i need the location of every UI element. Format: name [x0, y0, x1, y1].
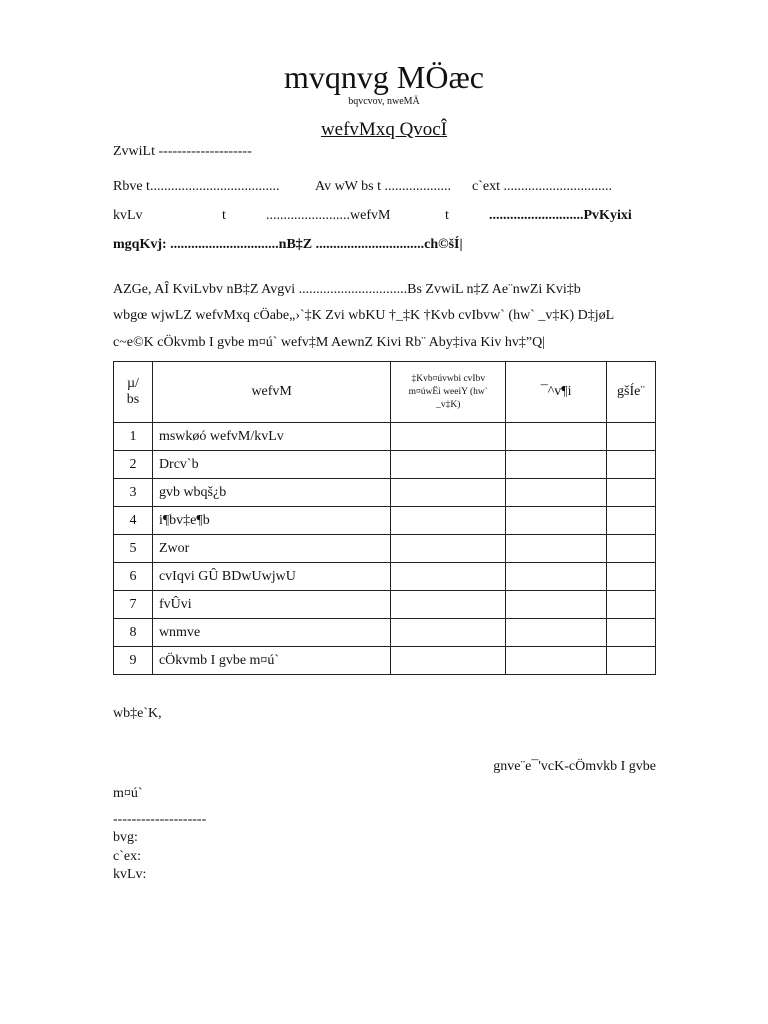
- row-department: wnmve: [152, 619, 390, 647]
- body-line-3-period: mgqKvj: ...............................nB‡Z ...............................ch©šÍ|: [113, 237, 463, 252]
- row-remarks-cell[interactable]: [607, 591, 656, 619]
- body-line-2-department: ........................wefvM: [266, 208, 391, 223]
- row-signature-cell[interactable]: [506, 619, 607, 647]
- body-line-1-name: Rbve t.....................................: [113, 179, 280, 194]
- row-remarks-cell[interactable]: [607, 507, 656, 535]
- col-header-remarks: gšÍe¨: [607, 362, 656, 423]
- col-header-dues-details: ‡Kvb¤úvwbi cvIbv m¤úwËi weeiY (hw` _v‡K): [391, 362, 506, 423]
- table-header-row: [114, 362, 656, 423]
- body-line-2-branch: kvLv: [113, 208, 143, 223]
- row-dues-cell[interactable]: [391, 423, 506, 451]
- closing-note: wb‡e`K,: [113, 706, 162, 721]
- row-signature-cell[interactable]: [506, 591, 607, 619]
- row-remarks-cell[interactable]: [607, 647, 656, 675]
- table-row: [114, 479, 656, 507]
- memo-line: ZvwiLt --------------------: [113, 144, 252, 159]
- col-header-department: wefvM: [152, 362, 390, 423]
- row-signature-cell[interactable]: [506, 535, 607, 563]
- row-dues-cell[interactable]: [391, 535, 506, 563]
- row-dues-cell[interactable]: [391, 563, 506, 591]
- row-dues-cell[interactable]: [391, 647, 506, 675]
- body-line-2-sep-1: t: [222, 208, 226, 223]
- branch-label: kvLv:: [113, 867, 147, 882]
- row-serial: 1: [114, 423, 153, 451]
- row-serial: 5: [114, 535, 153, 563]
- row-signature-cell[interactable]: [506, 423, 607, 451]
- row-signature-cell[interactable]: [506, 479, 607, 507]
- name-label: bvg:: [113, 830, 138, 845]
- signatory-title-line-1: gnve¨e¯'vcK-cÖmvkb I gvbe: [493, 759, 656, 774]
- row-serial: 3: [114, 479, 153, 507]
- row-serial: 6: [114, 563, 153, 591]
- form-heading: wefvMxq QvocÎ: [320, 119, 448, 140]
- row-department: gvb wbqš¿b: [152, 479, 390, 507]
- table-row: [114, 591, 656, 619]
- table-row: [114, 563, 656, 591]
- clearance-table: [113, 361, 656, 675]
- body-line-1-designation: c`ext ...............................: [472, 179, 612, 194]
- body-paragraph-line-1: AZGe, AÎ KviLvbv nB‡Z Avgvi ...............................Bs ZvwiL n‡Z Ae¨nwZi Kvi‡b: [113, 282, 581, 297]
- table-row: [114, 647, 656, 675]
- table-row: [114, 619, 656, 647]
- row-department: Drcv`b: [152, 451, 390, 479]
- row-remarks-cell[interactable]: [607, 423, 656, 451]
- body-line-2-sep-2: t: [445, 208, 449, 223]
- designation-label: c`ex:: [113, 849, 141, 864]
- body-line-1-id: Av wW bs t ...................: [315, 179, 451, 194]
- col-header-signature: ¯^v¶i: [506, 362, 607, 423]
- body-paragraph-line-2: wbgœ wjwLZ wefvMxq cÖabe„›`‡K Zvi wbKU †_‡K †Kvb cvIbvw` (hw` _v‡K) D‡jøL: [113, 308, 615, 323]
- signatory-title-line-2: m¤ú`: [113, 786, 143, 801]
- row-department: i¶bv‡e¶b: [152, 507, 390, 535]
- row-remarks-cell[interactable]: [607, 619, 656, 647]
- table-row: [114, 535, 656, 563]
- col-header-serial: µ/ bs: [114, 362, 153, 423]
- row-signature-cell[interactable]: [506, 451, 607, 479]
- row-serial: 9: [114, 647, 153, 675]
- row-remarks-cell[interactable]: [607, 563, 656, 591]
- row-signature-cell[interactable]: [506, 507, 607, 535]
- row-department: cvIqvi GÛ BDwUwjwU: [152, 563, 390, 591]
- row-department: mswkøó wefvM/kvLv: [152, 423, 390, 451]
- row-serial: 8: [114, 619, 153, 647]
- body-line-2-service: ...........................PvKyixi: [489, 208, 632, 223]
- row-serial: 4: [114, 507, 153, 535]
- row-department: fvÛvi: [152, 591, 390, 619]
- row-remarks-cell[interactable]: [607, 451, 656, 479]
- row-department: Zwor: [152, 535, 390, 563]
- row-serial: 7: [114, 591, 153, 619]
- table-row: [114, 451, 656, 479]
- row-remarks-cell[interactable]: [607, 479, 656, 507]
- row-remarks-cell[interactable]: [607, 535, 656, 563]
- row-dues-cell[interactable]: [391, 451, 506, 479]
- row-dues-cell[interactable]: [391, 591, 506, 619]
- row-department: cÖkvmb I gvbe m¤ú`: [152, 647, 390, 675]
- row-dues-cell[interactable]: [391, 507, 506, 535]
- row-dues-cell[interactable]: [391, 479, 506, 507]
- row-signature-cell[interactable]: [506, 647, 607, 675]
- table-row: [114, 507, 656, 535]
- body-paragraph-line-3: c~e©K cÖkvmb I gvbe m¤ú` wefv‡M AewnZ Kivi Rb¨ Aby‡iva Kiv hv‡”Q|: [113, 335, 545, 350]
- office-subtitle: bqvcvov, nweMÄ: [348, 96, 420, 107]
- table-row: [114, 423, 656, 451]
- row-signature-cell[interactable]: [506, 563, 607, 591]
- office-title: mvqnvg MÖæc: [284, 59, 484, 95]
- row-dues-cell[interactable]: [391, 619, 506, 647]
- row-serial: 2: [114, 451, 153, 479]
- signature-dashes: --------------------: [113, 812, 207, 827]
